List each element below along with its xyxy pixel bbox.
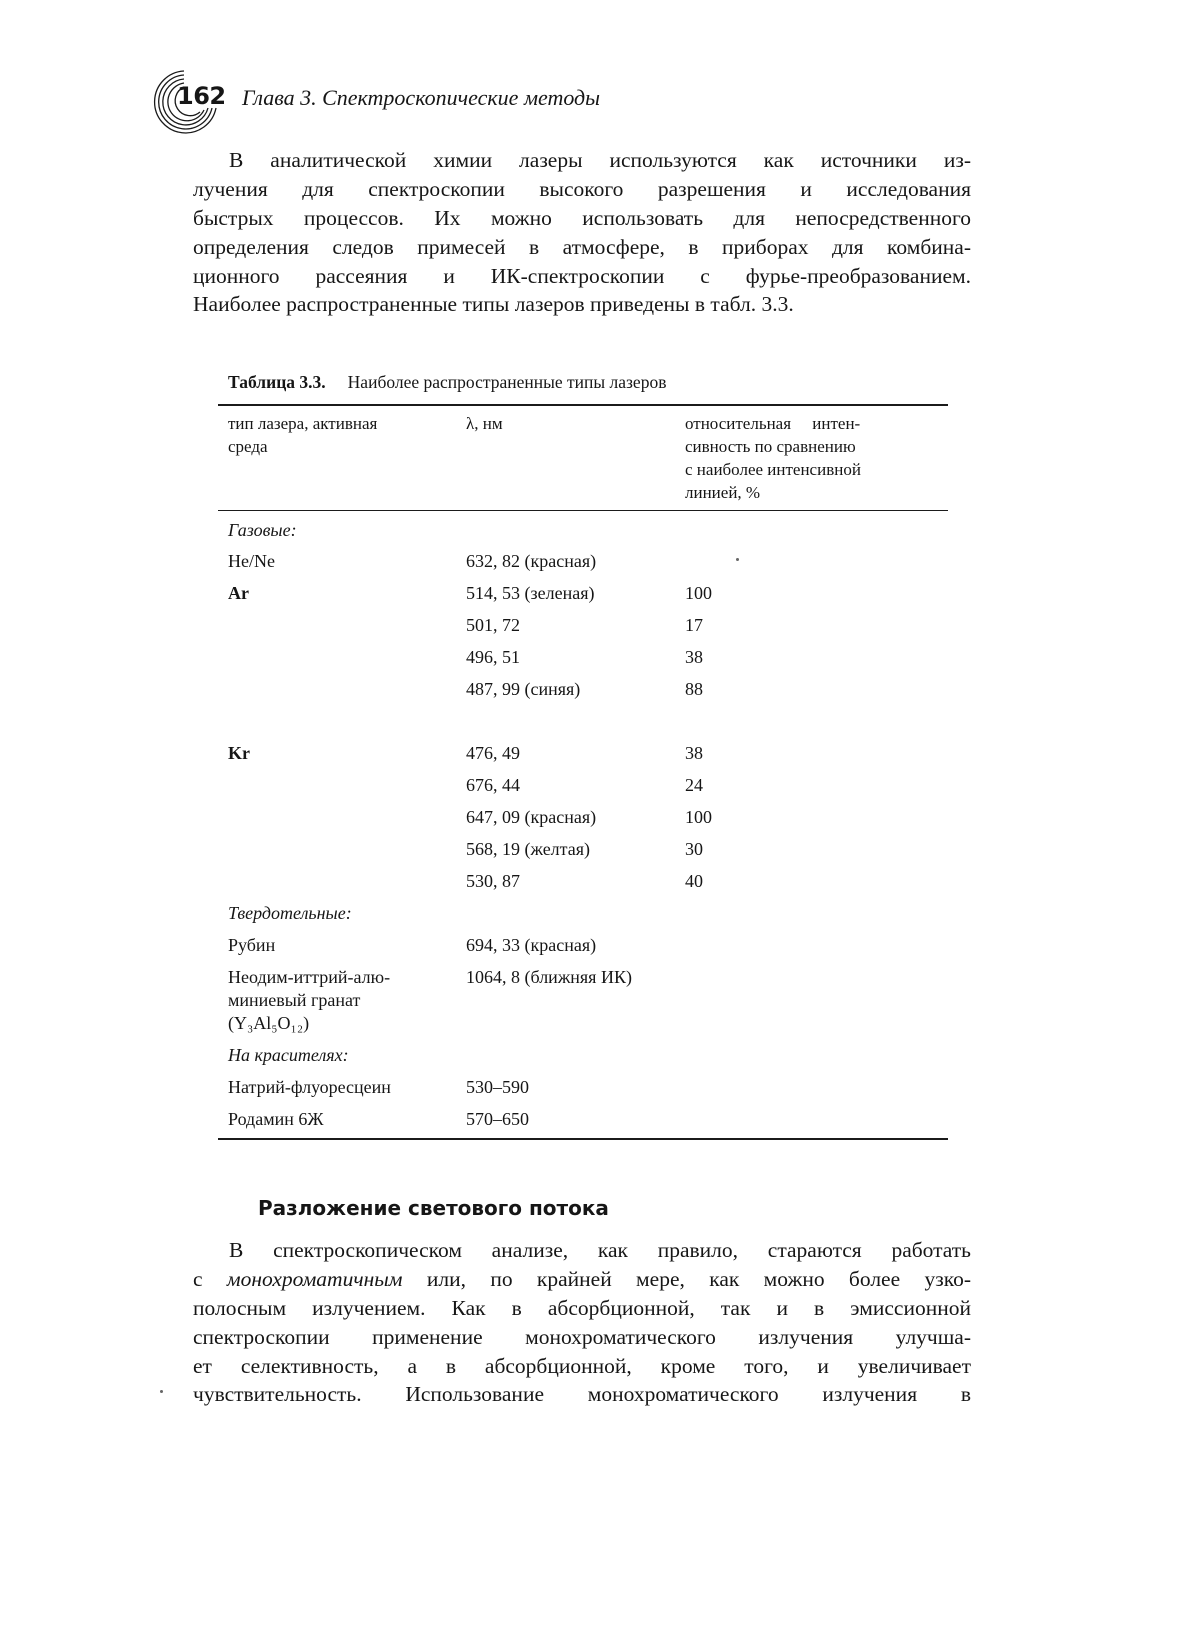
text-line: ционного рассеяния и ИК-спектроскопии с фурье-преобразованием. <box>193 263 971 288</box>
col-header-type: среда <box>228 437 268 456</box>
table-section-dye: На красителях: <box>228 1045 349 1065</box>
table-cell-wavelength: 530–590 <box>466 1077 529 1097</box>
table-section-gas: Газовые: <box>228 520 297 540</box>
table-cell-type: Родамин 6Ж <box>228 1109 324 1129</box>
table-caption-label: Таблица 3.3. <box>228 372 326 392</box>
table-top-rule <box>218 404 948 406</box>
intro-paragraph <box>193 146 971 319</box>
col-header-intensity: сивность по сравнению <box>685 437 856 456</box>
table-cell-wavelength: 570–650 <box>466 1109 529 1129</box>
table-cell-wavelength: 496, 51 <box>466 647 520 667</box>
table-cell-intensity: 24 <box>685 775 703 795</box>
text-line: ет селективность, а в абсорбционной, кроме того, и увеличивает <box>193 1353 971 1378</box>
col-header-wavelength: λ, нм <box>466 414 503 433</box>
table-cell-wavelength: 501, 72 <box>466 615 520 635</box>
table-cell-intensity: 40 <box>685 871 703 891</box>
text-line: Наиболее распространенные типы лазеров приведены в табл. 3.3. <box>193 292 794 317</box>
table-cell-type: миниевый гранат <box>228 990 361 1010</box>
col-header-type: тип лазера, активная <box>228 414 378 433</box>
table-cell-type: Неодим-иттрий-алю- <box>228 967 391 987</box>
table-cell-type: Натрий-флуоресцеин <box>228 1077 391 1097</box>
table-cell-wavelength: 647, 09 (красная) <box>466 807 597 827</box>
table-cell-type: Ar <box>228 583 249 603</box>
table-cell-intensity: 88 <box>685 679 703 699</box>
table-cell-wavelength: 514, 53 (зеленая) <box>466 583 595 603</box>
table-cell-wavelength: 530, 87 <box>466 871 520 891</box>
table-cell-formula: (Y₃Al₅O₁₂) <box>228 1013 310 1033</box>
table-caption <box>228 372 666 393</box>
table-cell-intensity: 38 <box>685 743 703 763</box>
text-line: спектроскопии применение монохроматического излучения улучша- <box>193 1324 971 1349</box>
table-cell-intensity: 30 <box>685 839 703 859</box>
text-line: полосным излучением. Как в абсорбционной, так и в эмиссионной <box>193 1295 971 1320</box>
text-line: В аналитической химии лазеры используются как источники из- <box>229 148 971 172</box>
table-cell-intensity: 17 <box>685 615 703 635</box>
table-cell-intensity: 100 <box>685 583 712 603</box>
col-header-intensity: относительная интен- <box>685 414 861 433</box>
col-header-intensity: линией, % <box>685 483 761 502</box>
table-cell-type: He/Ne <box>228 551 275 571</box>
body-paragraph <box>193 1236 971 1409</box>
table-cell-intensity: 100 <box>685 807 712 827</box>
table-cell-wavelength: 632, 82 (красная) <box>466 551 597 571</box>
table-bottom-rule <box>218 1138 948 1140</box>
text-line: чувствительность. Использование монохроматического излучения в <box>193 1382 971 1407</box>
text-line: с монохроматичным или, по крайней мере, как можно более узко- <box>193 1266 971 1291</box>
page-number: 162 <box>177 82 226 110</box>
table-section-solid: Твердотельные: <box>228 903 352 923</box>
table-cell-type: Kr <box>228 743 250 763</box>
table-cell-intensity: 38 <box>685 647 703 667</box>
text-line: определения следов примесей в атмосфере, в приборах для комбина- <box>193 234 971 259</box>
table-cell-wavelength: 487, 99 (синяя) <box>466 679 581 699</box>
text-line: В спектроскопическом анализе, как правило, стараются работать <box>229 1238 971 1262</box>
table-cell-type: Рубин <box>228 935 276 955</box>
table-cell-wavelength: 476, 49 <box>466 743 520 763</box>
table-header-rule <box>218 510 948 511</box>
text-line: лучения для спектроскопии высокого разрешения и исследования <box>193 176 971 201</box>
table-cell-wavelength: 676, 44 <box>466 775 520 795</box>
section-heading: Разложение светового потока <box>258 1196 609 1220</box>
text-line: быстрых процессов. Их можно использовать для непосредственного <box>193 205 971 230</box>
table-cell-wavelength: 1064, 8 (ближняя ИК) <box>466 967 632 987</box>
table-cell-wavelength: 568, 19 (желтая) <box>466 839 591 859</box>
running-head: Глава 3. Спектроскопические методы <box>242 85 601 110</box>
scan-speck <box>160 1390 163 1393</box>
col-header-intensity: с наиболее интенсивной <box>685 460 861 479</box>
page-header <box>150 68 950 138</box>
table-cell-wavelength: 694, 33 (красная) <box>466 935 597 955</box>
table-caption-text: Наиболее распространенные типы лазеров <box>347 372 667 392</box>
scan-speck <box>736 558 739 561</box>
emphasis: монохроматичным <box>226 1266 403 1291</box>
